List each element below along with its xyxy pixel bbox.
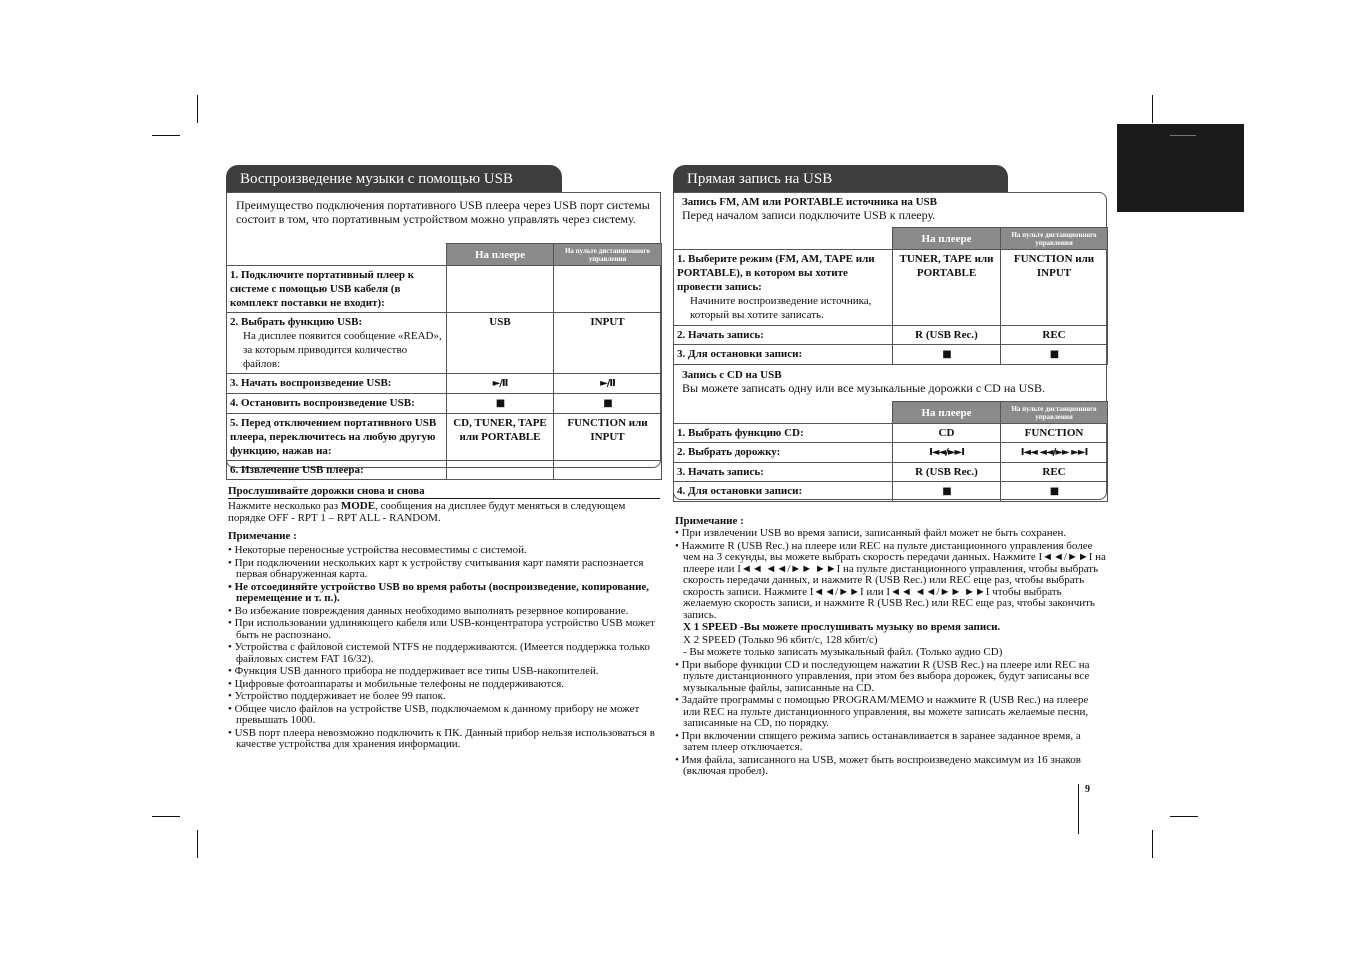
- step-label: 6. Извлечение USB плеера:: [230, 464, 364, 476]
- note-title: Примечание :: [228, 530, 297, 542]
- repeat-title: Прослушивайте дорожки снова и снова: [228, 485, 425, 497]
- list-item: • Устройства с файловой системой NTFS не поддерживаются. (Имеется поддержка только файловых систем FAT 16/32).: [228, 642, 660, 665]
- notes-list: [675, 528, 1107, 779]
- table-row: [674, 326, 1108, 345]
- crop-mark: [197, 95, 198, 123]
- crop-mark: [1152, 830, 1153, 858]
- stop-icon: ■: [1049, 349, 1059, 360]
- list-item: • Устройство поддерживает не более 99 папок.: [228, 691, 660, 703]
- crop-mark: [1152, 95, 1153, 123]
- usb-playback-intro: Преимущество подключения портативного USB плеера через USB порт системы состоит в том, что портативным устройством можно управлять через систему.: [236, 198, 650, 226]
- play-pause-icon: ►/II: [600, 378, 615, 389]
- list-item: • Имя файла, записанного на USB, может быть воспроизведено максимум из 16 знаков (включая пробел).: [675, 755, 1107, 778]
- cd-record-text: Вы можете записать одну или все музыкальные дорожки с CD на USB.: [682, 381, 1045, 395]
- remote-cell: INPUT: [554, 313, 662, 374]
- remote-cell: [554, 266, 662, 313]
- step-label: 3. Начать запись:: [677, 466, 764, 478]
- step-label: 2. Выбрать функцию USB:: [230, 316, 363, 328]
- player-cell: USB: [447, 313, 554, 374]
- list-item: - Вы можете только записать музыкальный файл. (Только аудио CD): [683, 646, 1003, 658]
- cd-record-table: [673, 401, 1108, 502]
- remote-cell: [554, 461, 662, 480]
- player-cell: [447, 266, 554, 313]
- step-label: 1. Выбрать функцию CD:: [677, 427, 804, 439]
- step-label: 3. Для остановки записи:: [677, 348, 803, 360]
- crop-mark: [152, 816, 180, 817]
- stop-icon: ■: [1049, 486, 1059, 497]
- col-remote: На пульте дистанционного управления: [1001, 402, 1108, 424]
- table-row: [227, 313, 662, 374]
- list-item: • Нажмите R (USB Rec.) на плеере или REC на пульте дистанционного управления более чем на 3 секунды, вы можете выбрать скорость передачи данных. Нажмите I◄◄/►►I на плеере или I◄◄ ◄◄/►► ►►I на пульте дистанционного управления, чтобы выбрать скорость передачи данных, и нажмите R (USB Rec.) или REC еще раз, чтобы выбрать скорость записи. Нажмите I◄◄/►►I или I◄◄ ◄◄/►► ►►I чтобы выбрать желаемую скорость записи, и нажмите R (USB Rec.) или REC еще раз, чтобы закончить запись.: [675, 541, 1107, 622]
- table-row: [227, 414, 662, 461]
- section-title-usb-playback: Воспроизведение музыки с помощью USB: [226, 165, 562, 192]
- fm-record-header: [682, 196, 1102, 222]
- step-label: 4. Для остановки записи:: [677, 485, 803, 497]
- col-player: На плеере: [893, 228, 1001, 250]
- cd-record-header: [682, 369, 1102, 395]
- step-label: 5. Перед отключением портативного USB плеера, переключитесь на любую другую функцию, нажав на:: [230, 417, 437, 457]
- list-item: • Цифровые фотоаппараты и мобильные телефоны не поддерживаются.: [228, 679, 660, 691]
- player-cell: R (USB Rec.): [893, 326, 1001, 345]
- step-label: 3. Начать воспроизведение USB:: [230, 377, 392, 389]
- page-number-rule: [1078, 784, 1079, 834]
- list-item: • USB порт плеера невозможно подключить к ПК. Данный прибор нельзя использоваться в качестве устройства для хранения информации.: [228, 728, 660, 751]
- table-row: [227, 374, 662, 394]
- step-desc: Начините воспроизведение источника, который вы хотите записать.: [690, 295, 872, 321]
- list-item: • Во избежание повреждения данных необходимо выполнять резервное копирование.: [228, 606, 660, 618]
- col-player: На плеере: [447, 244, 554, 266]
- col-player: На плеере: [893, 402, 1001, 424]
- list-item: X 2 SPEED (Только 96 кбит/с, 128 кбит/с): [683, 633, 878, 646]
- col-remote: На пульте дистанционного управления: [554, 244, 662, 266]
- table-row: [674, 463, 1108, 482]
- table-row: [227, 461, 662, 480]
- list-item: • При подключении нескольких карт к устройству считывания карт памяти распознается первая обнаруженная карта.: [228, 558, 660, 581]
- fm-record-text: Перед началом записи подключите USB к плееру.: [682, 208, 936, 222]
- col-remote: На пульте дистанционного управления: [1001, 228, 1108, 250]
- table-row: [674, 345, 1108, 365]
- list-item: • При использовании удлиняющего кабеля или USB-концентратора устройство USB может быть не распознано.: [228, 618, 660, 641]
- table-corner: [674, 402, 893, 424]
- list-item: • Некоторые переносные устройства несовместимы с системой.: [228, 545, 660, 557]
- page-number: 9: [1085, 784, 1090, 795]
- notes-list: [228, 545, 660, 752]
- skip-search-icon: I◄◄ ◄◄/►► ►►I: [1020, 447, 1088, 458]
- list-item: • Функция USB данного прибора не поддерживает все типы USB-накопителей.: [228, 666, 660, 678]
- player-cell: R (USB Rec.): [893, 463, 1001, 482]
- section-title-usb-record: Прямая запись на USB: [673, 165, 1008, 192]
- skip-icon: I◄◄/►►I: [929, 447, 964, 458]
- table-corner: [227, 244, 447, 266]
- play-pause-icon: ►/II: [492, 378, 508, 389]
- remote-cell: FUNCTION или INPUT: [554, 414, 662, 461]
- cd-record-title: Запись с CD на USB: [682, 369, 782, 381]
- list-item: • Не отсоединяйте устройство USB во время работы (воспроизведение, копирование, перемещение и т. п.).: [228, 582, 660, 605]
- player-cell: [447, 461, 554, 480]
- repeat-rule: [228, 498, 660, 499]
- player-cell: CD, TUNER, TAPE или PORTABLE: [447, 414, 554, 461]
- section-tab: [1117, 124, 1244, 212]
- list-item: • При извлечении USB во время записи, записанный файл может не быть сохранен.: [675, 528, 1107, 540]
- table-row: [674, 424, 1108, 443]
- table-row: [227, 394, 662, 414]
- player-cell: CD: [893, 424, 1001, 443]
- step-label: 2. Выбрать дорожку:: [677, 446, 781, 458]
- step-desc: На дисплее появится сообщение «READ», за которым приводится количество файлов:: [243, 330, 442, 370]
- table-row: [674, 443, 1108, 463]
- step-label: 4. Остановить воспроизведение USB:: [230, 397, 415, 409]
- remote-cell: FUNCTION или INPUT: [1001, 250, 1108, 326]
- remote-cell: REC: [1001, 326, 1108, 345]
- stop-icon: ■: [942, 486, 951, 497]
- step-label: 1. Подключите портативный плеер к системе с помощью USB кабеля (в комплект поставки не входит):: [230, 269, 415, 309]
- fm-record-table: [673, 227, 1108, 365]
- crop-mark: [197, 830, 198, 858]
- step-label: 1. Выберите режим (FM, AM, TAPE или PORTABLE), в котором вы хотите провести запись:: [677, 253, 875, 293]
- usb-playback-table: [226, 243, 662, 480]
- remote-cell: FUNCTION: [1001, 424, 1108, 443]
- repeat-text: Нажмите несколько раз MODE, сообщения на дисплее будут меняться в следующем порядке OFF - RPT 1 – RPT ALL - RANDOM.: [228, 500, 626, 524]
- stop-icon: ■: [603, 398, 612, 409]
- note-title: Примечание :: [675, 515, 744, 527]
- crop-mark: [152, 135, 180, 136]
- crop-mark: [1170, 816, 1198, 817]
- player-cell: TUNER, TAPE или PORTABLE: [893, 250, 1001, 326]
- list-item: X 1 SPEED -Вы можете прослушивать музыку во время записи.: [683, 621, 1001, 633]
- list-item: • При включении спящего режима запись останавливается в заранее заданное время, а затем плеер отключается.: [675, 731, 1107, 754]
- list-item: • Общее число файлов на устройстве USB, подключаемом к данному прибору не может превышать 1000.: [228, 704, 660, 727]
- table-row: [674, 482, 1108, 502]
- stop-icon: ■: [495, 398, 505, 409]
- stop-icon: ■: [942, 349, 951, 360]
- table-row: [674, 250, 1108, 326]
- step-label: 2. Начать запись:: [677, 329, 764, 341]
- fm-record-title: Запись FM, AM или PORTABLE источника на USB: [682, 196, 937, 208]
- table-row: [227, 266, 662, 313]
- remote-cell: REC: [1001, 463, 1108, 482]
- table-corner: [674, 228, 893, 250]
- list-item: • Задайте программы с помощью PROGRAM/MEMO и нажмите R (USB Rec.) на плеере или REC на пульте дистанционного управления, вы можете записать желаемые песни, записанные на CD, по порядку.: [675, 695, 1107, 730]
- list-item: • При выборе функции CD и последующем нажатии R (USB Rec.) на плеере или REC на пульте дистанционного управления, при этом без выбора дорожек, будут записаны все музыкальные файлы, записанные на CD.: [675, 660, 1107, 695]
